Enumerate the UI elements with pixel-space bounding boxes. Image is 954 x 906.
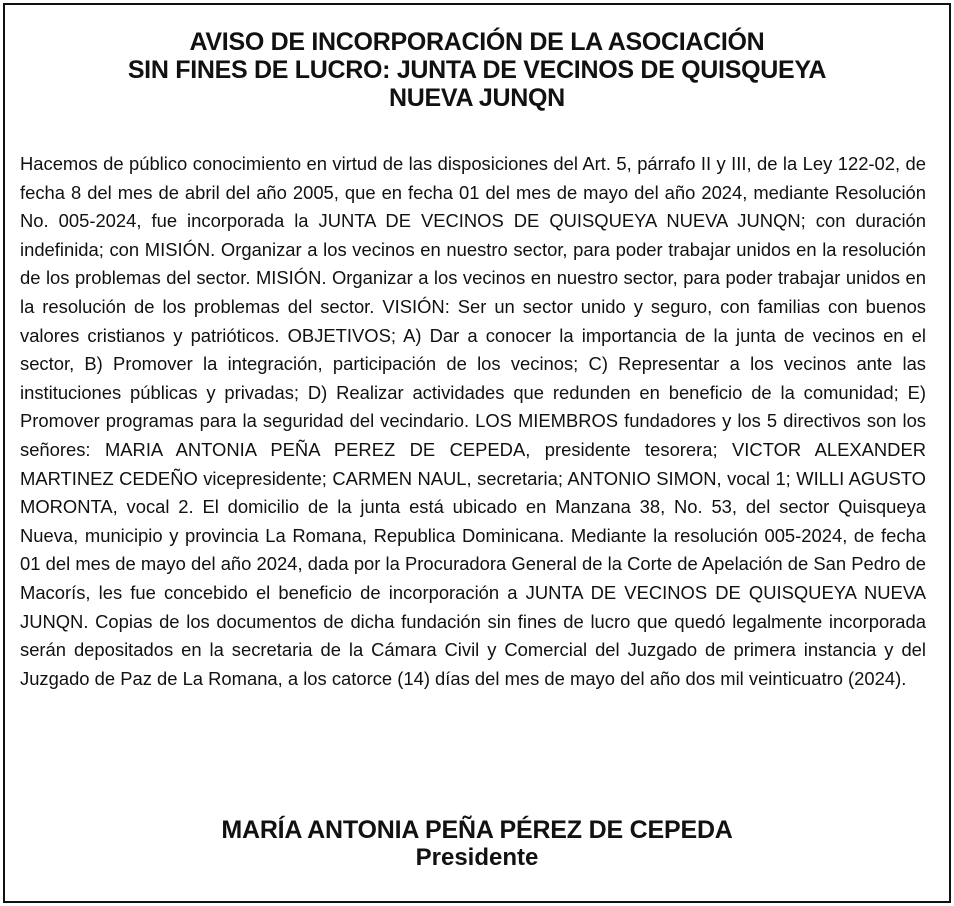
title-line-2: SIN FINES DE LUCRO: JUNTA DE VECINOS DE QUISQUEYA (127, 56, 827, 84)
notice-title (0, 28, 954, 112)
title-line-1: AVISO DE INCORPORACIÓN DE LA ASOCIACIÓN (189, 28, 765, 56)
signatory-role: Presidente (415, 844, 539, 871)
signature-block (0, 816, 954, 871)
title-line-3: NUEVA JUNQN (389, 84, 565, 112)
notice-body: Hacemos de público conocimiento en virtud de las disposiciones del Art. 5, párrafo II y III, de la Ley 122-02, de fecha 8 del mes de abril del año 2005, que en fecha 01 del mes de mayo del año 2024, mediante Resolución No. 005-2024, fue incorporada la JUNTA DE VECINOS DE QUISQUEYA NUEVA JUNQN; con duración indefinida; con MISIÓN. Organizar a los vecinos en nuestro sector, para poder trabajar unidos en la resolución de los problemas del sector. MISIÓN. Organizar a los vecinos en nuestro sector, para poder trabajar unidos en la resolución de los problemas del sector. VISIÓN: Ser un sector unido y seguro, con familias con buenos valores cristianos y patrióticos. OBJETIVOS; A) Dar a conocer la importancia de la junta de vecinos en el sector, B) Promover la integración, participación de los vecinos; C) Representar a los vecinos ante las instituciones públicas y privadas; D) Realizar actividades que redunden en beneficio de la comunidad; E) Promover programas para la seguridad del vecindario. LOS MIEMBROS fundadores y los 5 directivos son los señores: MARIA ANTONIA PEÑA PEREZ DE CEPEDA, presidente tesorera; VICTOR ALEXANDER MARTINEZ CEDEÑO vicepresidente; CARMEN NAUL, secretaria; ANTONIO SIMON, vocal 1; WILLI AGUSTO MORONTA, vocal 2. El domicilio de la junta está ubicado en Manzana 38, No. 53, del sector Quisqueya Nueva, municipio y provincia La Romana, Republica Dominicana. Mediante la resolución 005-2024, de fecha 01 del mes de mayo del año 2024, dada por la Procuradora General de la Corte de Apelación de San Pedro de Macorís, les fue concebido el beneficio de incorporación a JUNTA DE VECINOS DE QUISQUEYA NUEVA JUNQN. Copias de los documentos de dicha fundación sin fines de lucro que quedó legalmente incorporada serán depositados en la secretaria de la Cámara Civil y Comercial del Juzgado de primera instancia y del Juzgado de Paz de La Romana, a los catorce (14) días del mes de mayo del año dos mil veinticuatro (2024). (20, 153, 926, 689)
signatory-name: MARÍA ANTONIA PEÑA PÉREZ DE CEPEDA (221, 816, 733, 844)
